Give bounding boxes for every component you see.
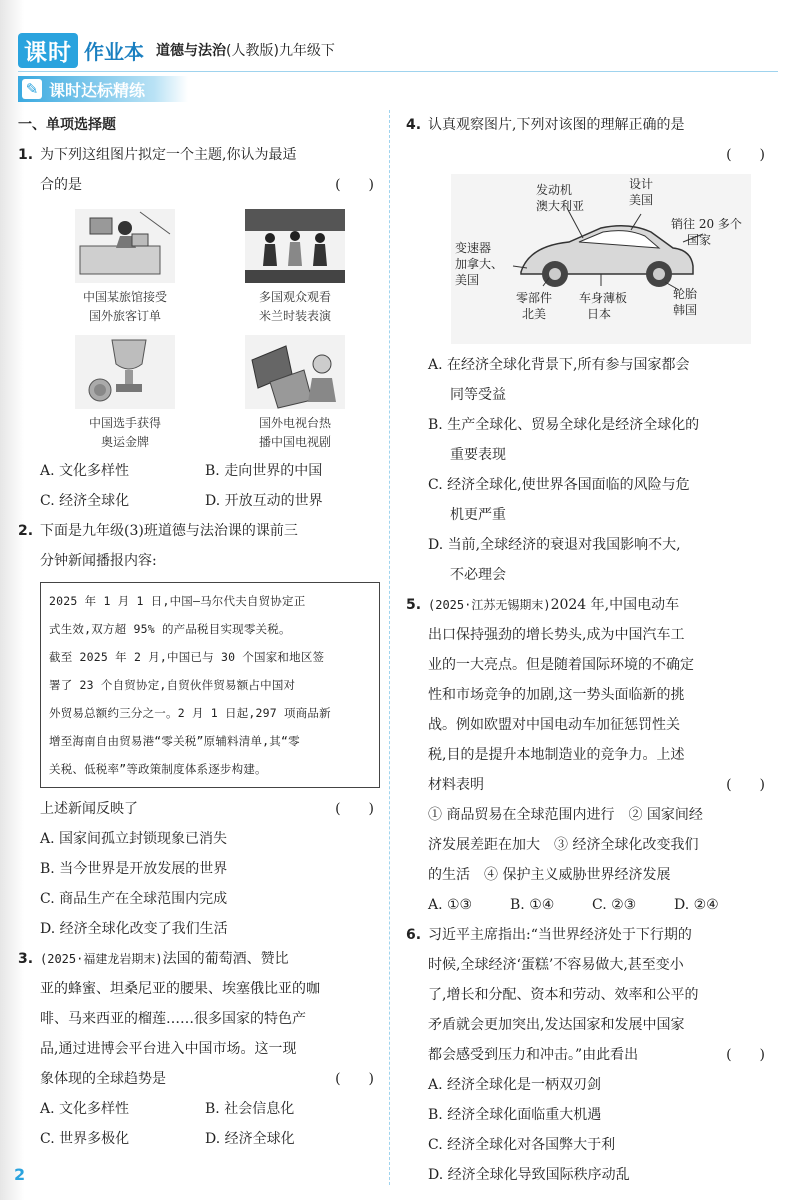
option-c: C. ②③ xyxy=(592,897,637,913)
option-b: B. 经济全球化面临重大机遇 xyxy=(428,1107,602,1123)
question-stem-line: 分钟新闻播报内容: xyxy=(40,553,157,569)
answer-paren: ( ) xyxy=(335,1071,374,1087)
question-1 xyxy=(18,140,380,516)
picture-medal xyxy=(40,330,210,452)
answer-paren: ( ) xyxy=(335,801,374,817)
option-d: D. 当前,全球经济的衰退对我国影响不大, 不必理会 xyxy=(428,537,681,583)
question-number: 1. xyxy=(18,147,34,163)
question-stem-line: 合的是 xyxy=(40,177,82,193)
picture-caption: 播中国电视剧 xyxy=(258,435,331,449)
picture-caption: 米兰时装表演 xyxy=(258,309,331,323)
page-number: 2 xyxy=(14,1165,26,1184)
header-rule xyxy=(18,71,778,72)
picture-tv xyxy=(210,330,380,452)
option-c: C. 经济全球化 xyxy=(40,493,130,509)
book-title: 作业本 xyxy=(84,39,144,64)
question-stem-line: 为下列这组图片拟定一个主题,你认为最适 xyxy=(40,147,297,163)
label-parts: 零部件 北美 xyxy=(516,291,553,321)
picture-grid xyxy=(18,204,380,452)
news-line: 增至海南自由贸易港“零关税”原辅料清单,其“零 xyxy=(49,734,300,748)
question-stem-line: 战。例如欧盟对中国电动车加征惩罚性关 xyxy=(428,717,680,733)
option-d: D. 经济全球化 xyxy=(205,1131,295,1147)
question-number: 4. xyxy=(406,117,422,133)
question-stem-line: 了,增长和分配、资本和劳动、效率和公平的 xyxy=(428,987,699,1003)
brand-logo: 课时 xyxy=(18,33,78,68)
question-5 xyxy=(406,590,771,920)
question-2 xyxy=(18,516,380,944)
answer-paren: ( ) xyxy=(726,147,765,163)
question-stem-line: 认真观察图片,下列对该图的理解正确的是 xyxy=(428,117,685,133)
option-b: B. ①④ xyxy=(510,897,555,913)
label-tires: 轮胎 韩国 xyxy=(673,287,698,317)
question-follow-line: 上述新闻反映了 xyxy=(40,801,138,817)
question-source: (2025·江苏无锡期末) xyxy=(428,598,551,612)
option-a: A. 文化多样性 xyxy=(40,1101,130,1117)
question-number: 5. xyxy=(406,597,422,613)
column-divider xyxy=(389,110,390,1185)
option-d: D. 开放互动的世界 xyxy=(205,493,323,509)
fashion-show-illustration xyxy=(240,204,350,286)
option-b: B. 当今世界是开放发展的世界 xyxy=(40,861,228,877)
question-4 xyxy=(406,110,771,590)
tv-viewer-illustration xyxy=(240,330,350,412)
news-line: 截至 2025 年 2 月,中国已与 30 个国家和地区签 xyxy=(49,650,325,664)
picture-caption: 中国某旅馆接受 xyxy=(82,290,167,304)
news-line: 署了 23 个自贸协定,自贸伙伴贸易额占中国对 xyxy=(49,678,296,692)
question-stem-line: 2024 年,中国电动车 xyxy=(550,597,680,613)
option-c: C. 经济全球化,使世界各国面临的风险与危 机更严重 xyxy=(428,477,690,523)
label-design: 设计 美国 xyxy=(629,177,654,207)
picture-caption: 中国选手获得 xyxy=(88,416,161,430)
question-number: 3. xyxy=(18,951,34,967)
picture-caption: 国外电视台热 xyxy=(258,416,331,430)
picture-caption: 奥运金牌 xyxy=(100,435,149,449)
question-stem-line: 法国的葡萄酒、赞比 xyxy=(162,951,289,967)
option-c: C. 世界多极化 xyxy=(40,1131,130,1147)
option-d: D. 经济全球化导致国际秩序动乱 xyxy=(428,1167,630,1183)
label-engine: 发动机 澳大利亚 xyxy=(536,183,585,213)
question-stem-line: 下面是九年级(3)班道德与法治课的课前三 xyxy=(40,523,298,539)
option-c: C. 商品生产在全球范围内完成 xyxy=(40,891,228,907)
hotel-clerk-illustration xyxy=(70,204,180,286)
option-a: A. ①③ xyxy=(428,897,473,913)
pencil-icon: ✎ xyxy=(22,79,42,99)
question-number: 2. xyxy=(18,523,34,539)
picture-caption: 多国观众观看 xyxy=(258,290,331,304)
question-stem-line: 亚的蜂蜜、坦桑尼亚的腰果、埃塞俄比亚的咖 xyxy=(40,981,320,997)
answer-paren: ( ) xyxy=(726,1047,765,1063)
question-stem-line: 习近平主席指出:“当世界经济处于下行期的 xyxy=(428,927,692,943)
option-b: B. 走向世界的中国 xyxy=(205,463,323,479)
statement-line: 的生活 ④ 保护主义威胁世界经济发展 xyxy=(428,867,671,883)
label-sales: 销往 20 多个 国家 xyxy=(671,217,742,247)
label-transmission: 变速器 加拿大、 美国 xyxy=(455,241,504,287)
option-a: A. 文化多样性 xyxy=(40,463,130,479)
option-b: B. 社会信息化 xyxy=(205,1101,295,1117)
question-6 xyxy=(406,920,771,1190)
banner-title: 课时达标精练 xyxy=(49,80,146,100)
option-b: B. 生产全球化、贸易全球化是经济全球化的 重要表现 xyxy=(428,417,700,463)
section-banner xyxy=(18,76,188,102)
statement-line: 济发展差距在加大 ③ 经济全球化改变我们 xyxy=(428,837,699,853)
news-line: 式生效,双方超 95% 的产品税目实现零关税。 xyxy=(49,622,291,636)
question-source: (2025·福建龙岩期末) xyxy=(40,952,163,966)
car-globalization-figure xyxy=(451,174,751,344)
left-column xyxy=(18,110,380,1154)
section-title: 一、单项选择题 xyxy=(18,117,116,133)
question-stem-line: 啡、马来西亚的榴莲……很多国家的特色产 xyxy=(40,1011,306,1027)
grade: 九年级下 xyxy=(278,43,335,59)
question-stem-line: 材料表明 xyxy=(428,777,484,793)
question-stem-line: 出口保持强劲的增长势头,成为中国汽车工 xyxy=(428,627,685,643)
question-stem-line: 税,目的是提升本地制造业的竞争力。上述 xyxy=(428,747,685,763)
question-stem-line: 性和市场竞争的加剧,这一势头面临新的挑 xyxy=(428,687,685,703)
picture-hotel xyxy=(40,204,210,326)
option-d: D. 经济全球化改变了我们生活 xyxy=(40,921,228,937)
question-stem-line: 矛盾就会更加突出,发达国家和发展中国家 xyxy=(428,1017,685,1033)
page-header xyxy=(18,32,335,68)
option-a: A. 国家间孤立封锁现象已消失 xyxy=(40,831,228,847)
question-stem-line: 象体现的全球趋势是 xyxy=(40,1071,166,1087)
question-3 xyxy=(18,944,380,1154)
option-d: D. ②④ xyxy=(674,897,719,913)
question-stem-line: 品,通过进博会平台进入中国市场。这一现 xyxy=(40,1041,297,1057)
right-column xyxy=(406,110,771,1190)
news-line: 2025 年 1 月 1 日,中国—马尔代夫自贸协定正 xyxy=(49,594,306,608)
answer-paren: ( ) xyxy=(335,177,374,193)
label-body: 车身薄板 日本 xyxy=(579,291,628,321)
statement-line: ① 商品贸易在全球范围内进行 ② 国家间经 xyxy=(428,807,703,823)
answer-paren: ( ) xyxy=(726,777,765,793)
question-stem-line: 都会感受到压力和冲击。”由此看出 xyxy=(428,1047,639,1063)
subject-title xyxy=(156,40,335,60)
news-line: 外贸易总额约三分之一。2 月 1 日起,297 项商品新 xyxy=(49,706,331,720)
question-stem-line: 时候,全球经济‘蛋糕’不容易做大,甚至变小 xyxy=(428,957,684,973)
news-line: 关税、低税率”等政策制度体系逐步构建。 xyxy=(49,762,267,776)
news-box xyxy=(40,582,380,788)
picture-caption: 国外旅客订单 xyxy=(88,309,161,323)
subject-name: 道德与法治 xyxy=(156,43,226,59)
picture-fashion xyxy=(210,204,380,326)
option-a: A. 经济全球化是一柄双刃剑 xyxy=(428,1077,602,1093)
option-c: C. 经济全球化对各国弊大于利 xyxy=(428,1137,616,1153)
edition: (人教版) xyxy=(226,43,279,59)
trophy-medal-illustration xyxy=(70,330,180,412)
question-number: 6. xyxy=(406,927,422,943)
option-a: A. 在经济全球化背景下,所有参与国家都会 同等受益 xyxy=(428,357,690,403)
question-stem-line: 业的一大亮点。但是随着国际环境的不确定 xyxy=(428,657,694,673)
